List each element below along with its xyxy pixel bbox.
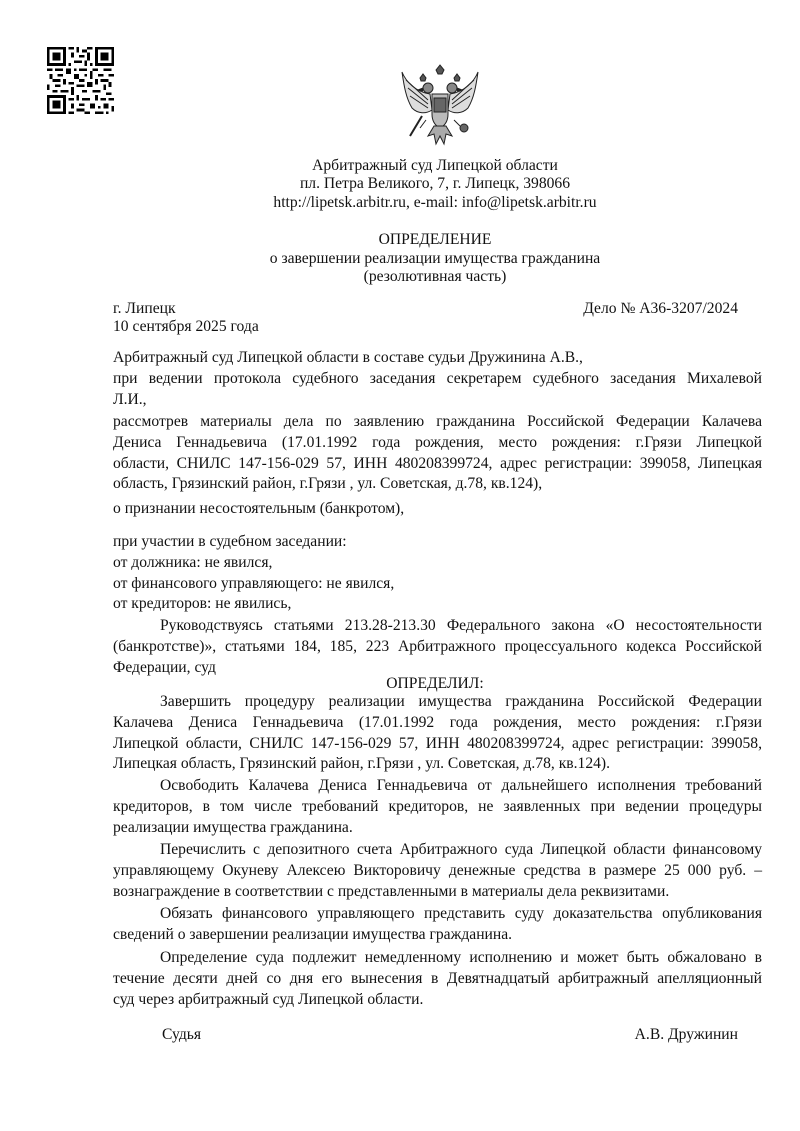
guided-paragraph (113, 616, 762, 678)
qr-code-icon (47, 47, 114, 114)
text-line: от кредиторов: не явились, (113, 595, 292, 613)
text-line: Калачева Дениса Геннадьевича (17.01.1992 года рождения, место рождения: г.Грязи (113, 713, 762, 731)
oblige-paragraph (113, 904, 762, 946)
text-line: течение десяти дней со дня его вынесения в Девятнадцатый арбитражный апелляционный (113, 969, 762, 987)
signature-role: Судья (162, 1026, 202, 1043)
text-line: Обязать финансового управляющего представить суду доказательства опубликования (160, 905, 762, 922)
intro-paragraph (113, 348, 762, 410)
text-line: суд через арбитражный суд Липецкой области. (113, 990, 424, 1008)
document-part: (резолютивная часть) (363, 268, 507, 285)
text-line: Дениса Геннадьевича (17.01.1992 года рождения, место рождения: г.Грязи Липецкой (113, 433, 762, 451)
city: г. Липецк (113, 300, 176, 317)
complete-paragraph (113, 692, 762, 775)
text-line: сведений о завершении реализации имущества гражданина. (113, 925, 513, 943)
text-line: реализации имущества гражданина. (113, 818, 353, 836)
text-line: кредиторов, в том числе требований кредиторов, не заявленных при ведении процедуры (113, 797, 762, 815)
text-line: от финансового управляющего: не явился, (113, 574, 395, 592)
case-number: Дело № А36-3207/2024 (583, 300, 738, 317)
decision-date: 10 сентября 2025 года (113, 318, 259, 335)
text-line: Федерации, суд (113, 658, 216, 676)
text-line: Л.И., (113, 390, 147, 408)
text-line: при ведении протокола судебного заседания секретарем судебного заседания Михалевой (113, 369, 762, 387)
text-line: от должника: не явился, (113, 553, 273, 571)
text-line: области, СНИЛС 147-156-029 57, ИНН 480208399724, адрес регистрации: 399058, Липецкая (113, 454, 762, 472)
signature-name: А.В. Дружинин (634, 1026, 738, 1043)
court-address: пл. Петра Великого, 7, г. Липецк, 398066 (299, 175, 571, 192)
text-line: Завершить процедуру реализации имущества гражданина Российской Федерации (160, 693, 762, 710)
text-line: Арбитражный суд Липецкой области в составе судьи Дружинина А.В., (113, 349, 583, 366)
text-line: Перечислить с депозитного счета Арбитражного суда Липецкой области финансовому (160, 841, 762, 858)
text-line: вознаграждение в соответствии с представленными в материалы дела реквизитами. (113, 882, 670, 900)
text-line: Липецкой области, СНИЛС 147-156-029 57, ИНН 480208399724, адрес регистрации: 399058, (113, 734, 762, 752)
recognition-line: о признании несостоятельным (банкротом), (113, 500, 405, 517)
text-line: управляющему Окуневу Алексею Викторовичу денежные средства в размере 25 000 руб. – (113, 861, 762, 879)
text-line: рассмотрев материалы дела по заявлению гражданина Российской Федерации Калачева (113, 413, 762, 430)
court-name: Арбитражный суд Липецкой области (312, 157, 558, 174)
text-line: область, Грязинский район, г.Грязи , ул. Советская, д.78, кв.124), (113, 475, 543, 493)
appeal-paragraph (113, 948, 762, 1010)
release-paragraph (113, 776, 762, 838)
text-line: Руководствуясь статьями 213.28-213.30 Федерального закона «О несостоятельности (160, 617, 762, 634)
coat-of-arms-icon (398, 64, 482, 154)
participation-block (113, 532, 762, 615)
document-subject: о завершении реализации имущества гражданина (269, 250, 601, 267)
review-paragraph (113, 412, 762, 495)
text-line: при участии в судебном заседании: (113, 533, 347, 550)
text-line: Липецкая область, Грязинский район, г.Грязи , ул. Советская, д.78, кв.124). (113, 755, 611, 773)
text-line: (банкротстве)», статьями 184, 185, 223 Арбитражного процессуального кодекса Российской (113, 637, 762, 655)
document-type: ОПРЕДЕЛЕНИЕ (378, 231, 492, 248)
transfer-paragraph (113, 840, 762, 902)
decided-heading: ОПРЕДЕЛИЛ: (386, 675, 484, 692)
text-line: Определение суда подлежит немедленному исполнению и может быть обжаловано в (160, 949, 762, 966)
court-contacts: http://lipetsk.arbitr.ru, e-mail: info@lipetsk.arbitr.ru (273, 194, 597, 211)
text-line: Освободить Калачева Дениса Геннадьевича от дальнейшего исполнения требований (160, 777, 762, 794)
